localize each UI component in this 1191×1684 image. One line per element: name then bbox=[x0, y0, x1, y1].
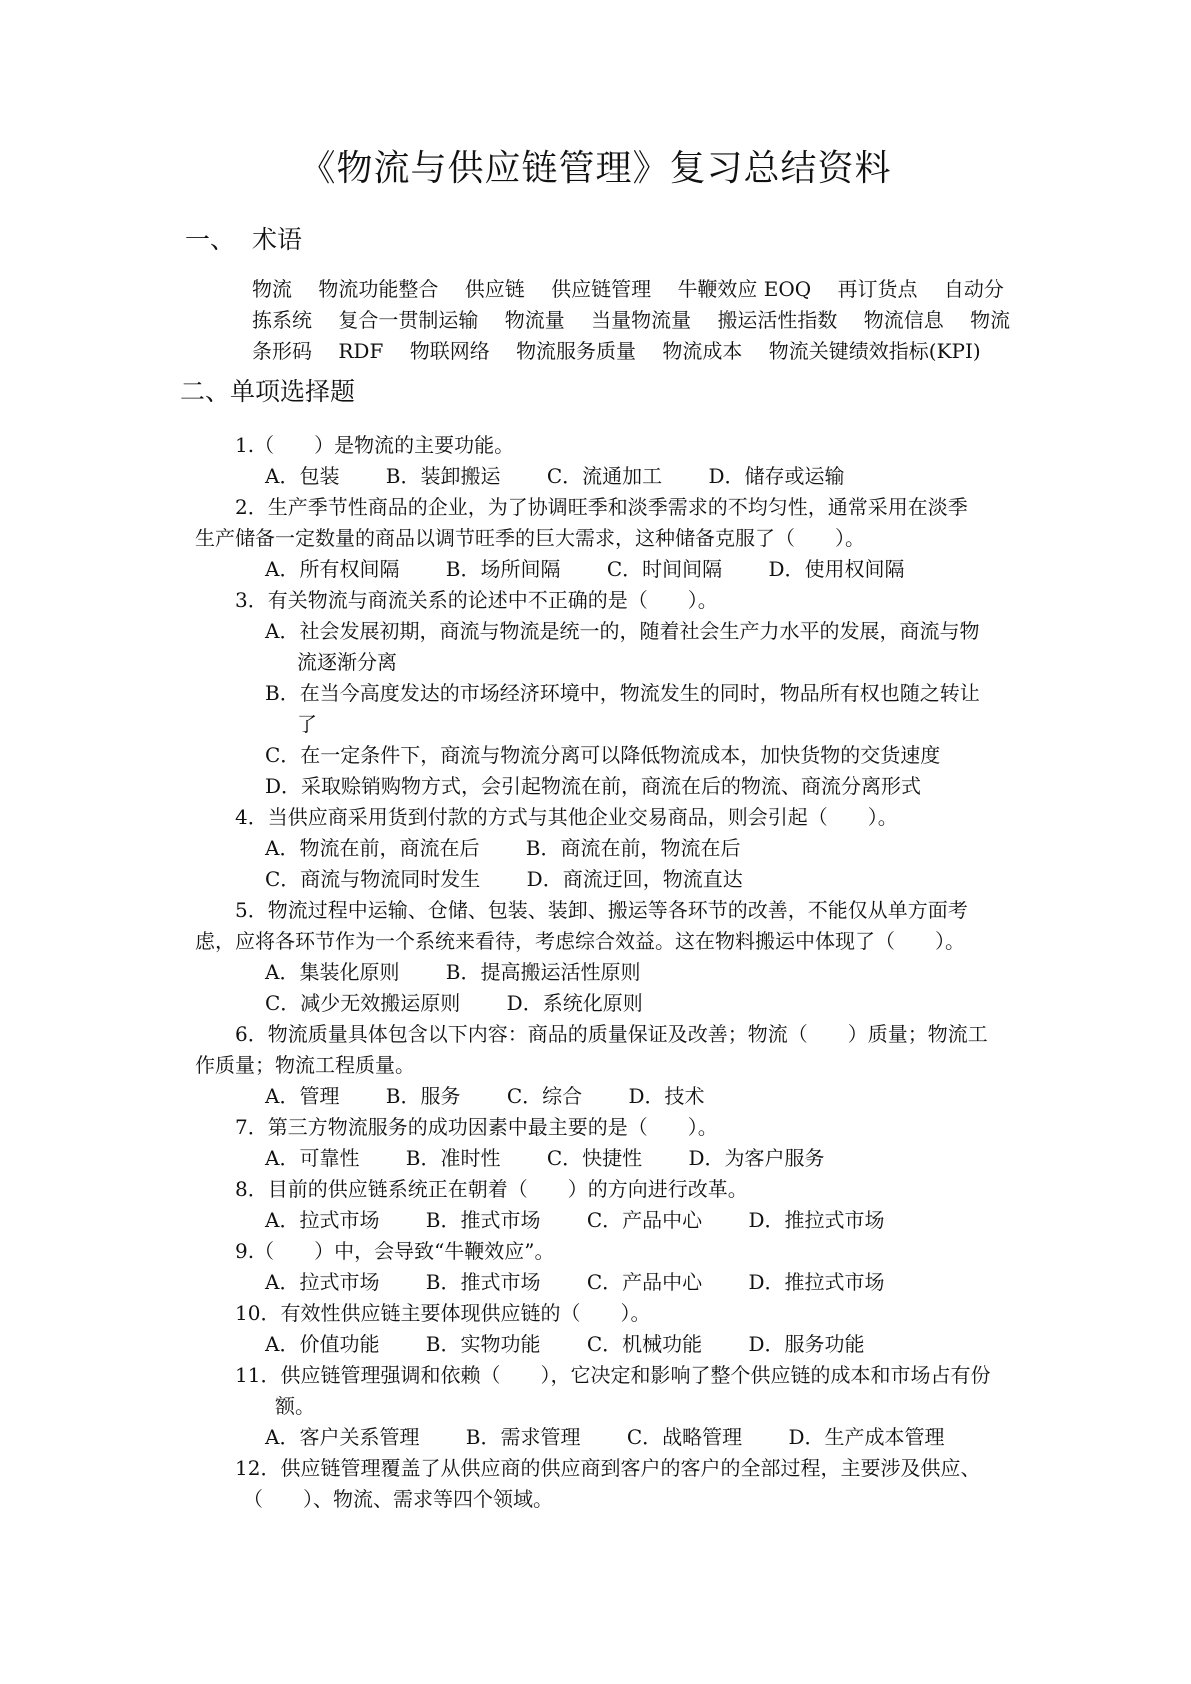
question-line: 4．当供应商采用货到付款的方式与其他企业交易商品，则会引起（ ）。 bbox=[235, 805, 898, 829]
option-line: A．所有权间隔 B．场所间隔 C．时间间隔 D．使用权间隔 bbox=[265, 557, 905, 581]
term: 物联网络 bbox=[409, 339, 490, 363]
question-line: 1.（ ）是物流的主要功能。 bbox=[235, 433, 515, 457]
option-line: A．社会发展初期，商流与物流是统一的，随着社会生产力水平的发展，商流与物 bbox=[265, 619, 980, 643]
term: 物流 bbox=[252, 277, 292, 301]
question-line: 5．物流过程中运输、仓储、包装、装卸、搬运等各环节的改善，不能仅从单方面考 bbox=[235, 898, 968, 922]
option-line: 了 bbox=[297, 712, 317, 736]
option-line: A．物流在前，商流在后 B．商流在前，物流在后 bbox=[265, 836, 741, 860]
term: 物流服务质量 bbox=[516, 339, 637, 363]
option-line: C．商流与物流同时发生 D．商流迂回，物流直达 bbox=[265, 867, 743, 891]
question-line: 10．有效性供应链主要体现供应链的（ ）。 bbox=[235, 1301, 651, 1325]
question-line: 8．目前的供应链系统正在朝着（ ）的方向进行改革。 bbox=[235, 1177, 748, 1201]
question-line: 额。 bbox=[275, 1394, 315, 1418]
question-line: 3．有关物流与商流关系的论述中不正确的是（ ）。 bbox=[235, 588, 718, 612]
term: 搬运活性指数 bbox=[717, 308, 838, 332]
question-line: 生产储备一定数量的商品以调节旺季的巨大需求，这种储备克服了（ ）。 bbox=[195, 526, 865, 550]
term: 复合一贯制运输 bbox=[338, 308, 479, 332]
question-line: 9.（ ）中，会导致“牛鞭效应”。 bbox=[235, 1239, 555, 1263]
question-line: 11．供应链管理强调和依赖（ ），它决定和影响了整个供应链的成本和市场占有份 bbox=[235, 1363, 991, 1387]
option-line: D．采取赊销购物方式，会引起物流在前，商流在后的物流、商流分离形式 bbox=[265, 774, 922, 798]
option-line: B．在当今高度发达的市场经济环境中，物流发生的同时，物品所有权也随之转让 bbox=[265, 681, 980, 705]
option-line: A．可靠性 B．准时性 C．快捷性 D．为客户服务 bbox=[265, 1146, 825, 1170]
term: RDF bbox=[338, 339, 384, 363]
term: 牛鞭效应 EOQ bbox=[677, 277, 812, 301]
option-line: A．客户关系管理 B．需求管理 C．战略管理 D．生产成本管理 bbox=[265, 1425, 945, 1449]
question-line: 7．第三方物流服务的成功因素中最主要的是（ ）。 bbox=[235, 1115, 718, 1139]
section-1-title: 术语 bbox=[252, 225, 303, 254]
question-line: 虑，应将各环节作为一个系统来看待，考虑综合效益。这在物料搬运中体现了（ ）。 bbox=[195, 929, 965, 953]
term: 供应链管理 bbox=[551, 277, 652, 301]
term: 物流关键绩效指标(KPI) bbox=[768, 339, 981, 363]
section-2-title: 二、单项选择题 bbox=[180, 377, 356, 406]
term: 物流成本 bbox=[662, 339, 743, 363]
document-title: 《物流与供应链管理》复习总结资料 bbox=[299, 148, 892, 189]
term: 再订货点 bbox=[837, 277, 918, 301]
option-line: A．拉式市场 B．推式市场 C．产品中心 D．推拉式市场 bbox=[265, 1270, 885, 1294]
question-line: 作质量；物流工程质量。 bbox=[195, 1053, 415, 1077]
option-line: A．拉式市场 B．推式市场 C．产品中心 D．推拉式市场 bbox=[265, 1208, 885, 1232]
question-line: 6．物流质量具体包含以下内容：商品的质量保证及改善；物流（ ）质量；物流工 bbox=[235, 1022, 988, 1046]
term: 当量物流量 bbox=[591, 308, 692, 332]
term: 物流量 bbox=[504, 308, 565, 332]
terms-list bbox=[252, 274, 1012, 367]
option-line: A．管理 B．服务 C．综合 D．技术 bbox=[265, 1084, 705, 1108]
option-line: A．包装 B．装卸搬运 C．流通加工 D．储存或运输 bbox=[265, 464, 845, 488]
option-line: C．减少无效搬运原则 D．系统化原则 bbox=[265, 991, 643, 1015]
option-line: 流逐渐分离 bbox=[297, 650, 397, 674]
question-line: 12．供应链管理覆盖了从供应商的供应商到客户的客户的全部过程，主要涉及供应、 bbox=[235, 1456, 981, 1480]
question-line: （ ）、物流、需求等四个领域。 bbox=[243, 1487, 553, 1511]
term: 自动分拣系统 bbox=[252, 277, 1004, 332]
term: 供应链 bbox=[464, 277, 525, 301]
section-1-number: 一、 bbox=[185, 225, 236, 254]
option-line: C．在一定条件下，商流与物流分离可以降低物流成本，加快货物的交货速度 bbox=[265, 743, 941, 767]
question-line: 2．生产季节性商品的企业，为了协调旺季和淡季需求的不均匀性，通常采用在淡季 bbox=[235, 495, 968, 519]
term: 物流功能整合 bbox=[318, 277, 439, 301]
term: 物流条形码 bbox=[252, 308, 1011, 363]
option-line: A．集装化原则 B．提高搬运活性原则 bbox=[265, 960, 641, 984]
option-line: A．价值功能 B．实物功能 C．机械功能 D．服务功能 bbox=[265, 1332, 865, 1356]
term: 物流信息 bbox=[863, 308, 944, 332]
